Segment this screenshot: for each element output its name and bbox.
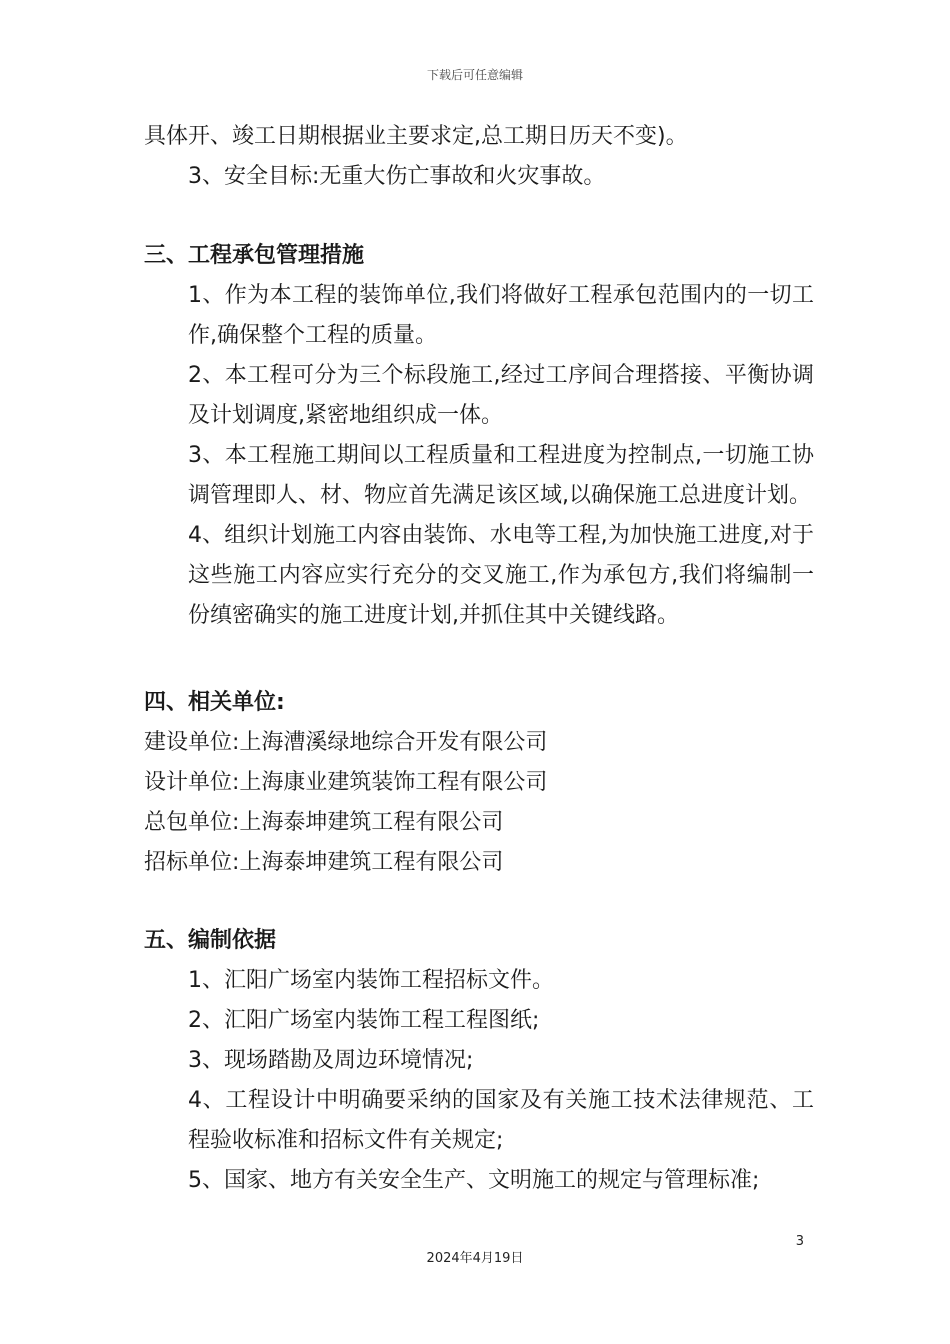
section-4-heading: 四、相关单位: <box>144 690 285 715</box>
section-3 <box>144 236 814 636</box>
section-3-heading: 三、工程承包管理措施 <box>144 243 365 268</box>
section-5-item-5: 5、国家、地方有关安全生产、文明施工的规定与管理标准; <box>188 1168 760 1193</box>
section-5-item-4: 4、工程设计中明确要采纳的国家及有关施工技术法律规范、工程验收标准和招标文件有关规定; <box>188 1088 814 1153</box>
header-note: 下载后可任意编辑 <box>426 68 523 82</box>
section-5-item-2: 2、汇阳广场室内装饰工程工程图纸; <box>188 1008 540 1033</box>
section-3-item-3: 3、本工程施工期间以工程质量和工程进度为控制点,一切施工协调管理即人、材、物应首先满足该区域,以确保施工总进度计划。 <box>188 443 814 508</box>
section-5-item-1: 1、汇阳广场室内装饰工程招标文件。 <box>188 968 554 993</box>
section-4 <box>144 683 814 883</box>
section-5 <box>144 921 814 1201</box>
footer-date: 2024年4月19日 <box>426 1251 524 1266</box>
section-3-item-1: 1、作为本工程的装饰单位,我们将做好工程承包范围内的一切工作,确保整个工程的质量。 <box>188 283 814 348</box>
unit-design: 设计单位:上海康业建筑装饰工程有限公司 <box>144 770 548 795</box>
safety-target-line: 3、安全目标:无重大伤亡事故和火灾事故。 <box>188 164 606 189</box>
section-5-heading: 五、编制依据 <box>144 928 277 953</box>
section-3-item-4: 4、组织计划施工内容由装饰、水电等工程,为加快施工进度,对于这些施工内容应实行充分的交叉施工,作为承包方,我们将编制一份缜密确实的施工进度计划,并抓住其中关键线路。 <box>188 523 814 628</box>
unit-general-contractor: 总包单位:上海泰坤建筑工程有限公司 <box>144 810 504 835</box>
continuation-block <box>144 117 814 197</box>
unit-construction: 建设单位:上海漕溪绿地综合开发有限公司 <box>144 730 548 755</box>
continuation-line: 具体开、竣工日期根据业主要求定,总工期日历天不变)。 <box>144 124 688 149</box>
unit-tendering: 招标单位:上海泰坤建筑工程有限公司 <box>144 850 504 875</box>
section-3-item-2: 2、本工程可分为三个标段施工,经过工序间合理搭接、平衡协调及计划调度,紧密地组织成一体。 <box>188 363 814 428</box>
page-number: 3 <box>795 1234 804 1249</box>
section-5-item-3: 3、现场踏勘及周边环境情况; <box>188 1048 474 1073</box>
